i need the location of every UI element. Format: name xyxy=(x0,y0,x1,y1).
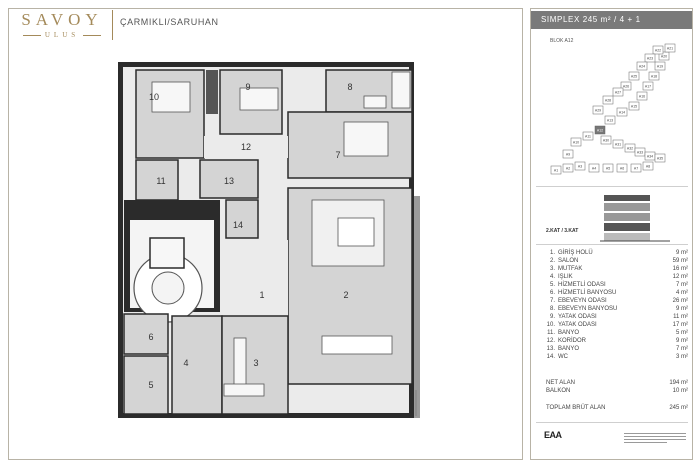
site-block xyxy=(603,96,613,104)
room-row xyxy=(546,257,688,265)
room-name: BANYO xyxy=(558,330,580,336)
site-block-label: A4 xyxy=(591,166,597,171)
brand-rule-left xyxy=(23,35,41,36)
site-block-label: A6 xyxy=(619,166,625,171)
room-area: 26 m² xyxy=(672,298,688,304)
site-block-label: A30 xyxy=(602,138,610,143)
room-area: 9 m² xyxy=(676,338,688,344)
vanity-8 xyxy=(364,96,386,108)
panel-divider-3 xyxy=(536,422,688,423)
unit-title: SIMPLEX 245 m² / 4 + 1 xyxy=(541,15,641,24)
net-area-value: 194 m² xyxy=(669,380,688,386)
site-block xyxy=(645,152,655,160)
room-name: WC xyxy=(558,354,568,360)
bed-7 xyxy=(344,122,388,156)
room-name: EBEVEYN ODASI xyxy=(558,298,607,304)
site-block xyxy=(601,136,611,144)
site-block xyxy=(563,150,573,158)
site-block-label: A32 xyxy=(626,146,634,151)
fine-print-line-1 xyxy=(624,433,686,434)
site-block xyxy=(643,162,653,170)
room-area: 59 m² xyxy=(672,258,688,264)
brand-logo xyxy=(14,10,110,46)
site-block-label: A24 xyxy=(638,64,646,69)
room-row xyxy=(546,289,688,297)
room-area: 4 m² xyxy=(676,290,688,296)
site-block xyxy=(603,164,613,172)
site-block-label: A15 xyxy=(630,104,638,109)
site-block-label: A11 xyxy=(585,134,591,139)
room-name: EBEVEYN BANYOSU xyxy=(558,306,618,312)
label-2: 2 xyxy=(343,290,349,300)
floor-label: 2.KAT / 3.KAT xyxy=(546,228,579,234)
site-block-label: A26 xyxy=(622,84,630,89)
room-area: 16 m² xyxy=(672,266,688,272)
architect-logo: EAA xyxy=(544,430,562,440)
stair-newel xyxy=(152,272,184,304)
label-3: 3 xyxy=(253,358,259,368)
site-block xyxy=(589,164,599,172)
room-row xyxy=(546,297,688,305)
unit-title-bar xyxy=(531,11,692,29)
section-floor-highlight xyxy=(604,223,650,231)
site-block-label: A23 xyxy=(646,56,654,61)
room-row xyxy=(546,353,688,361)
site-block-label: A34 xyxy=(646,154,654,159)
room-1 xyxy=(220,240,288,316)
balcony-value: 10 m² xyxy=(672,388,688,394)
site-block-label: A33 xyxy=(636,150,644,155)
block-label: BLOK A12 xyxy=(550,38,574,44)
gross-area-row xyxy=(546,404,688,412)
site-block-label: A9 xyxy=(565,152,571,157)
site-block-label: A17 xyxy=(644,84,652,89)
room-area: 9 m² xyxy=(676,250,688,256)
site-block xyxy=(637,62,647,70)
site-block xyxy=(551,166,561,174)
room-num: 6. xyxy=(549,290,555,296)
gross-area-label: TOPLAM BRÜT ALAN xyxy=(546,405,606,411)
site-block xyxy=(637,92,647,100)
label-10: 10 xyxy=(148,92,160,102)
area-totals xyxy=(546,379,688,395)
balcony-label: BALKON xyxy=(546,388,571,394)
room-num: 1. xyxy=(549,250,555,256)
label-9: 9 xyxy=(245,82,251,92)
site-block-label: A22 xyxy=(654,48,662,53)
brand-sub-row xyxy=(14,31,110,39)
room-name: BANYO xyxy=(558,346,580,352)
room-name: HİZMETLİ BANYOSU xyxy=(558,290,617,296)
room-name: HİZMETLİ ODASI xyxy=(558,282,606,288)
site-block-label: A18 xyxy=(650,74,658,79)
dining-table xyxy=(322,336,392,354)
site-block-label: A20 xyxy=(660,54,668,59)
site-block xyxy=(593,106,603,114)
room-list xyxy=(546,249,688,361)
site-block-label: A10 xyxy=(572,140,580,145)
room-row xyxy=(546,313,688,321)
room-name: YATAK ODASI xyxy=(558,314,597,320)
site-block xyxy=(605,116,615,124)
room-name: MUTFAK xyxy=(558,266,583,272)
site-block xyxy=(655,62,665,70)
site-plan xyxy=(538,40,688,180)
room-name: GİRİŞ HOLÜ xyxy=(558,250,593,256)
section-floor-a xyxy=(604,203,650,211)
room-num: 14. xyxy=(546,354,555,360)
site-block xyxy=(613,140,623,148)
site-block-label: A3 xyxy=(577,164,583,169)
room-14 xyxy=(226,200,258,238)
room-row xyxy=(546,337,688,345)
room-row xyxy=(546,249,688,257)
label-5: 5 xyxy=(148,380,154,390)
site-block xyxy=(617,164,627,172)
room-row xyxy=(546,345,688,353)
room-num: 5. xyxy=(549,282,555,288)
room-area: 3 m² xyxy=(676,354,688,360)
brand-sub: ULUS xyxy=(44,31,80,39)
section-floor-c xyxy=(604,233,650,241)
site-block-label: A12 xyxy=(596,128,604,133)
floor-plan xyxy=(116,60,426,425)
room-area: 12 m² xyxy=(672,274,688,280)
brand-name: SAVOY xyxy=(21,10,103,29)
room-4 xyxy=(172,316,222,414)
site-block-label: A28 xyxy=(604,98,612,103)
site-block xyxy=(635,148,645,156)
room-row xyxy=(546,305,688,313)
site-block xyxy=(629,102,639,110)
header-divider xyxy=(112,10,113,40)
site-block-label: A1 xyxy=(553,168,559,173)
site-block-label: A14 xyxy=(618,110,626,115)
site-block xyxy=(595,126,605,134)
label-7: 7 xyxy=(335,150,341,160)
site-block xyxy=(649,72,659,80)
site-block-label: A35 xyxy=(656,156,664,161)
site-block xyxy=(625,144,635,152)
label-13: 13 xyxy=(223,176,235,186)
room-row xyxy=(546,281,688,289)
room-name: SALON xyxy=(558,258,579,264)
fine-print-line-4 xyxy=(624,442,667,443)
bathtub-8 xyxy=(392,72,410,108)
site-block xyxy=(563,164,573,172)
fine-print xyxy=(624,433,686,445)
site-block xyxy=(665,44,675,52)
room-row xyxy=(546,321,688,329)
label-11: 11 xyxy=(156,176,166,186)
room-area: 9 m² xyxy=(676,306,688,312)
room-num: 12. xyxy=(546,338,555,344)
room-num: 9. xyxy=(549,314,555,320)
site-block xyxy=(613,88,623,96)
net-area-label: NET ALAN xyxy=(546,380,575,386)
location-title: ÇARMIKLI/SARUHAN xyxy=(120,17,219,27)
site-block xyxy=(617,108,627,116)
site-block-label: A29 xyxy=(594,108,602,113)
room-area: 17 m² xyxy=(672,322,688,328)
site-block-label: A13 xyxy=(606,118,614,123)
room-6 xyxy=(124,314,168,354)
site-block-label: A21 xyxy=(666,46,674,51)
room-num: 8. xyxy=(549,306,555,312)
room-area: 7 m² xyxy=(676,282,688,288)
room-num: 4. xyxy=(549,274,555,280)
net-area-row xyxy=(546,379,688,387)
room-area: 5 m² xyxy=(676,330,688,336)
room-name: KORİDOR xyxy=(558,338,587,344)
site-block-label: A2 xyxy=(565,166,571,171)
site-block-label: A7 xyxy=(633,166,639,171)
kitchen-counter xyxy=(224,384,264,396)
site-block xyxy=(645,54,655,62)
site-block-label: A25 xyxy=(630,74,638,79)
site-block xyxy=(571,138,581,146)
site-block-label: A8 xyxy=(645,164,651,169)
label-8: 8 xyxy=(347,82,353,92)
room-row xyxy=(546,265,688,273)
site-block-label: A19 xyxy=(656,64,664,69)
room-name: IŞLIK xyxy=(558,274,573,280)
label-1: 1 xyxy=(259,290,265,300)
site-block xyxy=(653,46,663,54)
room-area: 11 m² xyxy=(673,314,688,320)
site-block xyxy=(575,162,585,170)
fine-print-line-2 xyxy=(624,436,686,437)
fine-print-line-3 xyxy=(624,439,686,440)
gross-area-value: 245 m² xyxy=(669,405,688,411)
label-14: 14 xyxy=(232,220,244,230)
site-block xyxy=(583,132,593,140)
room-num: 13. xyxy=(546,346,555,352)
room-name: YATAK ODASI xyxy=(558,322,597,328)
room-num: 7. xyxy=(549,298,555,304)
floor-section-icon xyxy=(600,193,670,243)
room-5 xyxy=(124,356,168,414)
panel-divider-2 xyxy=(536,244,688,245)
room-row xyxy=(546,329,688,337)
site-block xyxy=(629,72,639,80)
site-block xyxy=(655,154,665,162)
room-num: 11. xyxy=(547,330,555,336)
section-roof xyxy=(604,195,650,201)
brand-rule-right xyxy=(83,35,101,36)
site-block xyxy=(631,164,641,172)
site-block-label: A5 xyxy=(605,166,611,171)
site-block-label: A16 xyxy=(638,94,646,99)
label-6: 6 xyxy=(148,332,154,342)
room-num: 3. xyxy=(549,266,555,272)
site-block-label: A27 xyxy=(614,90,622,95)
section-floor-b xyxy=(604,213,650,221)
label-12: 12 xyxy=(240,142,252,152)
coffee-table xyxy=(338,218,374,246)
wardrobe-9 xyxy=(206,70,218,114)
room-area: 7 m² xyxy=(676,346,688,352)
site-block-label: A31 xyxy=(614,142,622,147)
panel-divider-1 xyxy=(536,186,688,187)
room-num: 2. xyxy=(549,258,555,264)
room-num: 10. xyxy=(546,322,555,328)
room-row xyxy=(546,273,688,281)
site-block xyxy=(643,82,653,90)
elevator xyxy=(150,238,184,268)
balcony-row xyxy=(546,387,688,395)
label-4: 4 xyxy=(183,358,189,368)
